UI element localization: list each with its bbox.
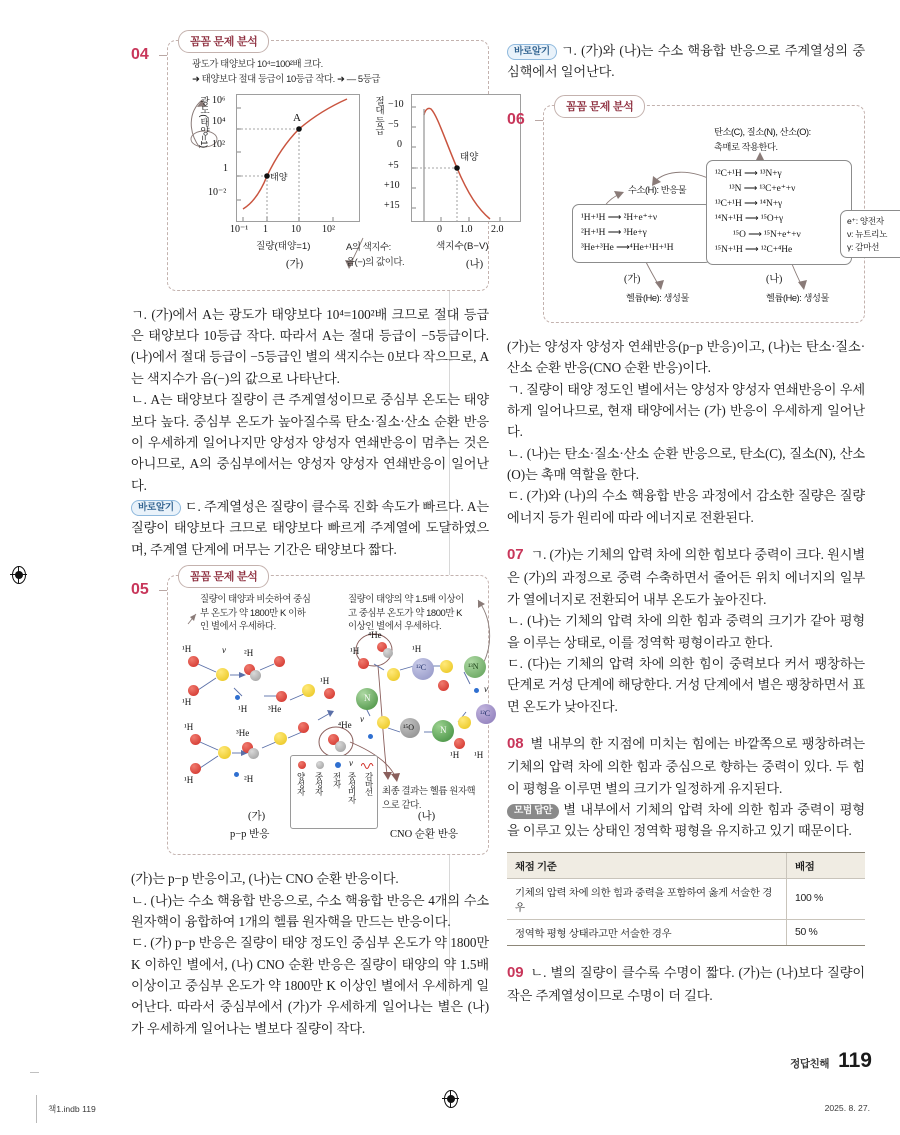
legend-label-neutrino: 중성미자	[347, 772, 357, 804]
analysis-box-05	[167, 571, 491, 855]
q05-note-left: 질량이 태양과 비슷하여 중심부 온도가 약 1800만 K 이하인 별에서 우세하다.	[200, 593, 311, 631]
atom-label-n: N	[440, 725, 447, 736]
atom-label-h: ¹H	[412, 644, 422, 655]
chart-a-point-sun-label: 태양	[270, 171, 288, 182]
q08-model-answer-content: 별 내부에서 기체의 압력 차에 의한 힘과 중력이 평형을 이루고 있는 상태인 정역학 평형을 유지하고 있기 때문이다.	[507, 802, 865, 839]
atom-label-h: ¹H	[182, 697, 192, 708]
chart-b-point-sun-label: 태양	[460, 151, 479, 163]
chart-a-point-A-label: A	[293, 111, 301, 124]
chart-a-ytick-2: 10²	[212, 138, 225, 150]
table-cell-points-2: 50 %	[787, 919, 866, 945]
analysis-tag-label-05: 꼼꼼 문제 분석	[178, 565, 269, 588]
legend-label-neutron: 중성자	[314, 772, 324, 796]
q06-text-2: ㄱ. 질량이 태양 정도인 별에서는 양성자 양성자 연쇄반응이 우세하게 일어나므로, 현재 태양에서는 (가) 반응이 우세하게 일어난다.	[507, 381, 865, 440]
chart-a-xlabel: 질량(태양=1)	[256, 240, 311, 252]
q05-text-1: (가)는 p−p 반응이고, (나)는 CNO 순환 반응이다.	[131, 871, 399, 887]
chart-b-ytick-1: −5	[388, 118, 399, 130]
chart-a-caption: (가)	[286, 258, 304, 270]
table-cell-criteria-1: 기체의 압력 차에 의한 힘과 중력을 포함하여 옳게 서술한 경우	[507, 878, 787, 919]
right-column	[507, 40, 888, 1007]
q06-eqbox-cno	[706, 160, 852, 265]
chart-b-ytick-4: +10	[384, 179, 400, 191]
atom-label-h: ¹H	[184, 775, 194, 786]
q04-annotation-line1: A의 색지수:	[346, 240, 391, 252]
q04-charts	[178, 88, 504, 280]
chart-b-xtick-0: 0	[437, 223, 442, 235]
atom-label-neutrino: ν	[484, 684, 488, 695]
legend-label-electron: 전자	[332, 772, 342, 788]
atom-label-3he: ³He	[236, 728, 250, 739]
cno-equation-2: ¹³N ⟶ ¹³C+e⁺+ν	[729, 183, 796, 194]
atom-label-n: N	[364, 693, 371, 704]
q06-caption-right: (나)	[766, 273, 783, 285]
question-number-06: 06	[507, 110, 525, 128]
q04-note-line2: ➜ 태양보다 절대 등급이 10등급 작다. ➜ — 5등급	[192, 73, 381, 85]
atom-label-h: ¹H	[182, 644, 192, 655]
table-cell-points-1: 100 %	[787, 878, 866, 919]
pp-equation-3: ³He+³He ⟶⁴He+¹H+¹H	[581, 243, 674, 254]
legend-electron-swatch	[335, 762, 341, 768]
q08-text-content: 별 내부의 한 지점에 미치는 힘에는 바깥쪽으로 팽창하려는 기체의 압력 차에 의한 힘과 중심으로 향하는 중력이 있다. 두 힘이 평형을 이루면 별의 크기가 일정하게 유지된다.	[507, 736, 865, 796]
q06-note-catalyst-2: 촉매로 작용한다.	[714, 141, 778, 152]
chart-b-ytick-2: 0	[397, 138, 402, 150]
cno-equation-6: ¹⁵N+¹H ⟶ ¹²C+⁴He	[715, 244, 793, 255]
atom-label-neutrino: ν	[222, 645, 226, 656]
legend-positron: e⁺: 양전자	[847, 215, 884, 226]
analysis-box-06	[543, 100, 888, 323]
atom-label-2h: ²H	[244, 648, 254, 659]
pp-equation-1: ¹H+¹H ⟶ ²H+e⁺+ν	[581, 212, 658, 223]
q04-text-2: ㄴ. A는 태양보다 질량이 큰 주계열성이므로 중심부 온도는 태양보다 높다. 중심부 온도가 높아질수록 탄소·질소·산소 순환 반응이 우세하게 일어나지만 양성자 양성자 연쇄반응이 멈추는 것은 아니므로, A의 중심부에서는 양성자 양성자 연쇄반응이 일어난다.	[131, 392, 489, 493]
atom-label-h: ¹H	[184, 722, 194, 733]
atom-label-h: ¹H	[350, 646, 360, 657]
q05-legend-box	[290, 755, 378, 829]
q05-caption-right-2: CNO 순환 반응	[390, 829, 458, 841]
q05-text-2: ㄴ. (나)는 수소 핵융합 반응으로, 수소 핵융합 반응은 4개의 수소 원자핵이 융합하여 1개의 헬륨 원자핵을 만드는 반응이다.	[131, 892, 489, 929]
chart-a-ytick-3: 1	[223, 162, 228, 174]
legend-gamma-icon	[361, 761, 375, 769]
q06-text-1: (가)는 양성자 양성자 연쇄반응(p−p 반응)이고, (나)는 탄소·질소·산소 순환 반응(CNO 순환 반응)이다.	[507, 338, 865, 376]
q05-text-3: ㄷ. (가) p−p 반응은 질량이 태양 정도인 중심부 온도가 약 1800만 K 이하인 별에서, (나) CNO 순환 반응은 질량이 태양의 약 1.5배 이상이고 중심부 온도가 약 1800만 K 이상인 별에서 우세하게 일어난다. 따라서 중심부에서 (가)가 우세하게 일어나는 별은 (나)가 우세하게 일어나는 별보다 질량이 작다.	[131, 935, 489, 1036]
q05-note-right: 질량이 태양의 약 1.5배 이상이고 중심부 온도가 약 1800만 K 이상인 별에서 우세하다.	[348, 593, 464, 631]
q09-text	[507, 961, 865, 1007]
table-row	[507, 878, 865, 919]
legend-neutrino-symbol: ν	[349, 758, 353, 769]
q04-text-3	[131, 496, 489, 560]
atom-label-h: ¹H	[474, 750, 484, 761]
cno-equation-1: ¹²C+¹H ⟶ ¹³N+γ	[715, 168, 782, 179]
q05-note-bottom: 최종 결과는 헬륨 원자핵으로 같다.	[382, 785, 476, 810]
chart-b-xtick-1: 1.0	[460, 223, 473, 235]
legend-proton-swatch	[298, 761, 306, 769]
q04-annotation-line2: 음(−)의 값이다.	[346, 255, 405, 267]
q06-top-text	[507, 40, 865, 83]
baro-algi-badge-1: 바로알기	[131, 500, 181, 516]
chart-b-ytick-0: −10	[388, 98, 404, 110]
chart-b-ytick-5: +15	[384, 199, 400, 211]
atom-label-he: ⁴He	[368, 630, 382, 641]
q05-caption-left-2: p−p 반응	[230, 829, 270, 841]
chart-b-caption: (나)	[466, 258, 484, 270]
q05-diagram	[178, 592, 491, 844]
chart-a-xtick-3: 10²	[322, 223, 335, 235]
chart-a-ytick-0: 10⁶	[212, 94, 226, 106]
cno-equation-4: ¹⁴N+¹H ⟶ ¹⁵O+γ	[715, 214, 784, 225]
atom-label-h: ¹H	[450, 750, 460, 761]
q06-note-helium-right: 헬륨(He): 생성물	[766, 292, 829, 303]
chart-a-ytick-4: 10⁻²	[208, 186, 227, 198]
q06-note-helium-left: 헬륨(He): 생성물	[626, 292, 689, 303]
question-number-07: 07	[507, 546, 524, 564]
footer-label: 정답친해	[790, 1058, 830, 1070]
legend-neutron-swatch	[316, 761, 324, 769]
left-column	[131, 36, 504, 1039]
q05-caption-right-1: (나)	[418, 811, 436, 823]
atom-label-3he: ³He	[268, 704, 282, 715]
question-06-analysis	[507, 100, 888, 323]
analysis-tag-label: 꼼꼼 문제 분석	[178, 30, 269, 53]
analysis-tag-label-06: 꼼꼼 문제 분석	[554, 95, 645, 118]
analysis-box-04	[167, 36, 504, 291]
question-number-04: 04	[131, 46, 149, 63]
q04-note-line1: 광도가 태양보다 10⁴=100²배 크다.	[192, 58, 323, 69]
q06-particle-legend	[840, 210, 900, 259]
legend-label-gamma: 감마선	[364, 772, 374, 796]
bottom-bar-separator	[36, 1095, 37, 1123]
atom-label-13n: ¹³N	[468, 662, 479, 672]
chart-a-ytick-1: 10⁴	[212, 115, 226, 127]
chart-a-ylabel: 광도(태양=1)	[198, 95, 209, 148]
q07-text-1	[507, 543, 865, 610]
page-number: 119	[838, 1049, 872, 1072]
pp-equation-2: ²H+¹H ⟶ ³He+γ	[581, 227, 647, 238]
q06-caption-left: (가)	[624, 273, 641, 285]
table-header-row	[507, 852, 865, 878]
page-footer	[790, 1049, 872, 1073]
chart-a-xtick-1: 1	[263, 223, 268, 235]
q08-model-answer	[507, 799, 865, 842]
q05-caption-left-1: (가)	[248, 811, 266, 823]
chart-a-xtick-2: 10	[291, 223, 301, 235]
registration-mark-left	[10, 566, 27, 583]
q06-diagram	[554, 122, 888, 312]
atom-label-c: ¹²C	[480, 709, 491, 719]
legend-gamma: γ: 감마선	[847, 241, 880, 252]
cno-equation-3: ¹³C+¹H ⟶ ¹⁴N+γ	[715, 199, 783, 210]
q04-text-3-content: ㄷ. 주계열성은 질량이 클수록 진화 속도가 빠르다. A는 질량이 태양보다 크므로 태양보다 빠르게 주계열에 도달하였으며, 주계열 단계에 머무는 기간은 태양보다 짧다.	[131, 499, 489, 557]
table-header-points: 배점	[787, 852, 866, 878]
atom-label-neutrino: ν	[360, 714, 364, 725]
question-05-analysis	[131, 571, 491, 855]
q06-text-4: ㄷ. (가)와 (나)의 수소 핵융합 반응 과정에서 감소한 질량은 질량 에너지 등가 원리에 따라 에너지로 전환된다.	[507, 488, 865, 525]
q07-text-2: ㄴ. (나)는 기체의 압력 차에 의한 힘과 중력의 크기가 같아 평형을 이루는 상태로, 이를 정역학 평형이라고 한다.	[507, 613, 865, 650]
question-number-05: 05	[131, 581, 149, 599]
print-bottom-bar	[0, 1089, 900, 1135]
atom-label-12c: ¹²C	[416, 663, 427, 673]
q06-text-3: ㄴ. (나)는 탄소·질소·산소 순환 반응으로, 탄소(C), 질소(N), 산소(O)는 촉매 역할을 한다.	[507, 445, 865, 482]
scoring-criteria-table	[507, 852, 865, 946]
source-filename: 책1.indb 119	[48, 1104, 96, 1114]
legend-label-proton: 양성자	[296, 772, 306, 796]
chart-b-ytick-3: +5	[388, 159, 399, 171]
chart-b-xlabel: 색지수(B−V)	[436, 240, 489, 252]
q07-text-3: ㄷ. (다)는 기체의 압력 차에 의한 힘이 중력보다 커서 팽창하는 단계로 거성 단계에 해당한다. 거성 단계에서 별은 팽창하면서 표면 온도가 낮아진다.	[507, 655, 865, 714]
legend-neutrino: ν: 뉴트리노	[847, 228, 888, 239]
q06-note-hydrogen: 수소(H): 반응물	[628, 184, 687, 195]
q07-text-1-content: ㄱ. (가)는 기체의 압력 차에 의한 힘보다 중력이 크다. 원시별은 (가)의 과정으로 중력 수축하면서 줄어든 위치 에너지의 일부가 열에너지로 전환되어 내부 온도가 높아진다.	[507, 547, 865, 607]
chart-b-ylabel: 절대 등급	[373, 95, 384, 135]
question-number-09: 09	[507, 963, 524, 981]
atom-label-h: ¹H	[238, 704, 248, 715]
chart-a-xtick-0: 10⁻¹	[230, 223, 249, 235]
crop-mark	[30, 1072, 39, 1073]
table-row	[507, 919, 865, 945]
question-number-08: 08	[507, 735, 524, 753]
q06-top-text-content: ㄱ. (가)와 (나)는 수소 핵융합 반응으로 주계열성의 중심핵에서 일어난다.	[507, 43, 865, 80]
atom-label-15o: ¹⁵O	[403, 723, 414, 733]
table-cell-criteria-2: 정역학 평형 상태라고만 서술한 경우	[507, 919, 787, 945]
q09-text-content: ㄴ. 별의 질량이 클수록 수명이 짧다. (가)는 (나)보다 질량이 작은 주계열성이므로 수명이 더 길다.	[507, 964, 865, 1004]
q08-text	[507, 732, 865, 799]
table-header-criteria: 채점 기준	[507, 852, 787, 878]
q06-note-catalyst-1: 탄소(C), 질소(N), 산소(O):	[714, 126, 811, 137]
model-answer-badge: 모범 답안	[507, 804, 559, 819]
q04-text-1: ㄱ. (가)에서 A는 광도가 태양보다 10⁴=100²배 크므로 절대 등급은 태양보다 10등급 작다. 따라서 A는 절대 등급이 −5등급이다. (나)에서 절대 등급이 −5등급인 별의 색지수는 0보다 작으므로, A는 색지수가 음(−)의 값으로 나타난다.	[131, 306, 489, 386]
atom-label-2h: ²H	[244, 774, 254, 785]
q06-eqbox-pp	[572, 204, 712, 264]
cno-equation-5: ¹⁵O ⟶ ¹⁵N+e⁺+ν	[733, 229, 801, 240]
print-date: 2025. 8. 27.	[824, 1103, 870, 1113]
question-04-analysis	[131, 36, 504, 291]
baro-algi-badge-2: 바로알기	[507, 44, 557, 60]
chart-b-xtick-2: 2.0	[491, 223, 504, 235]
atom-label-h: ¹H	[320, 676, 330, 687]
atom-label-4he: ⁴He	[338, 720, 352, 731]
